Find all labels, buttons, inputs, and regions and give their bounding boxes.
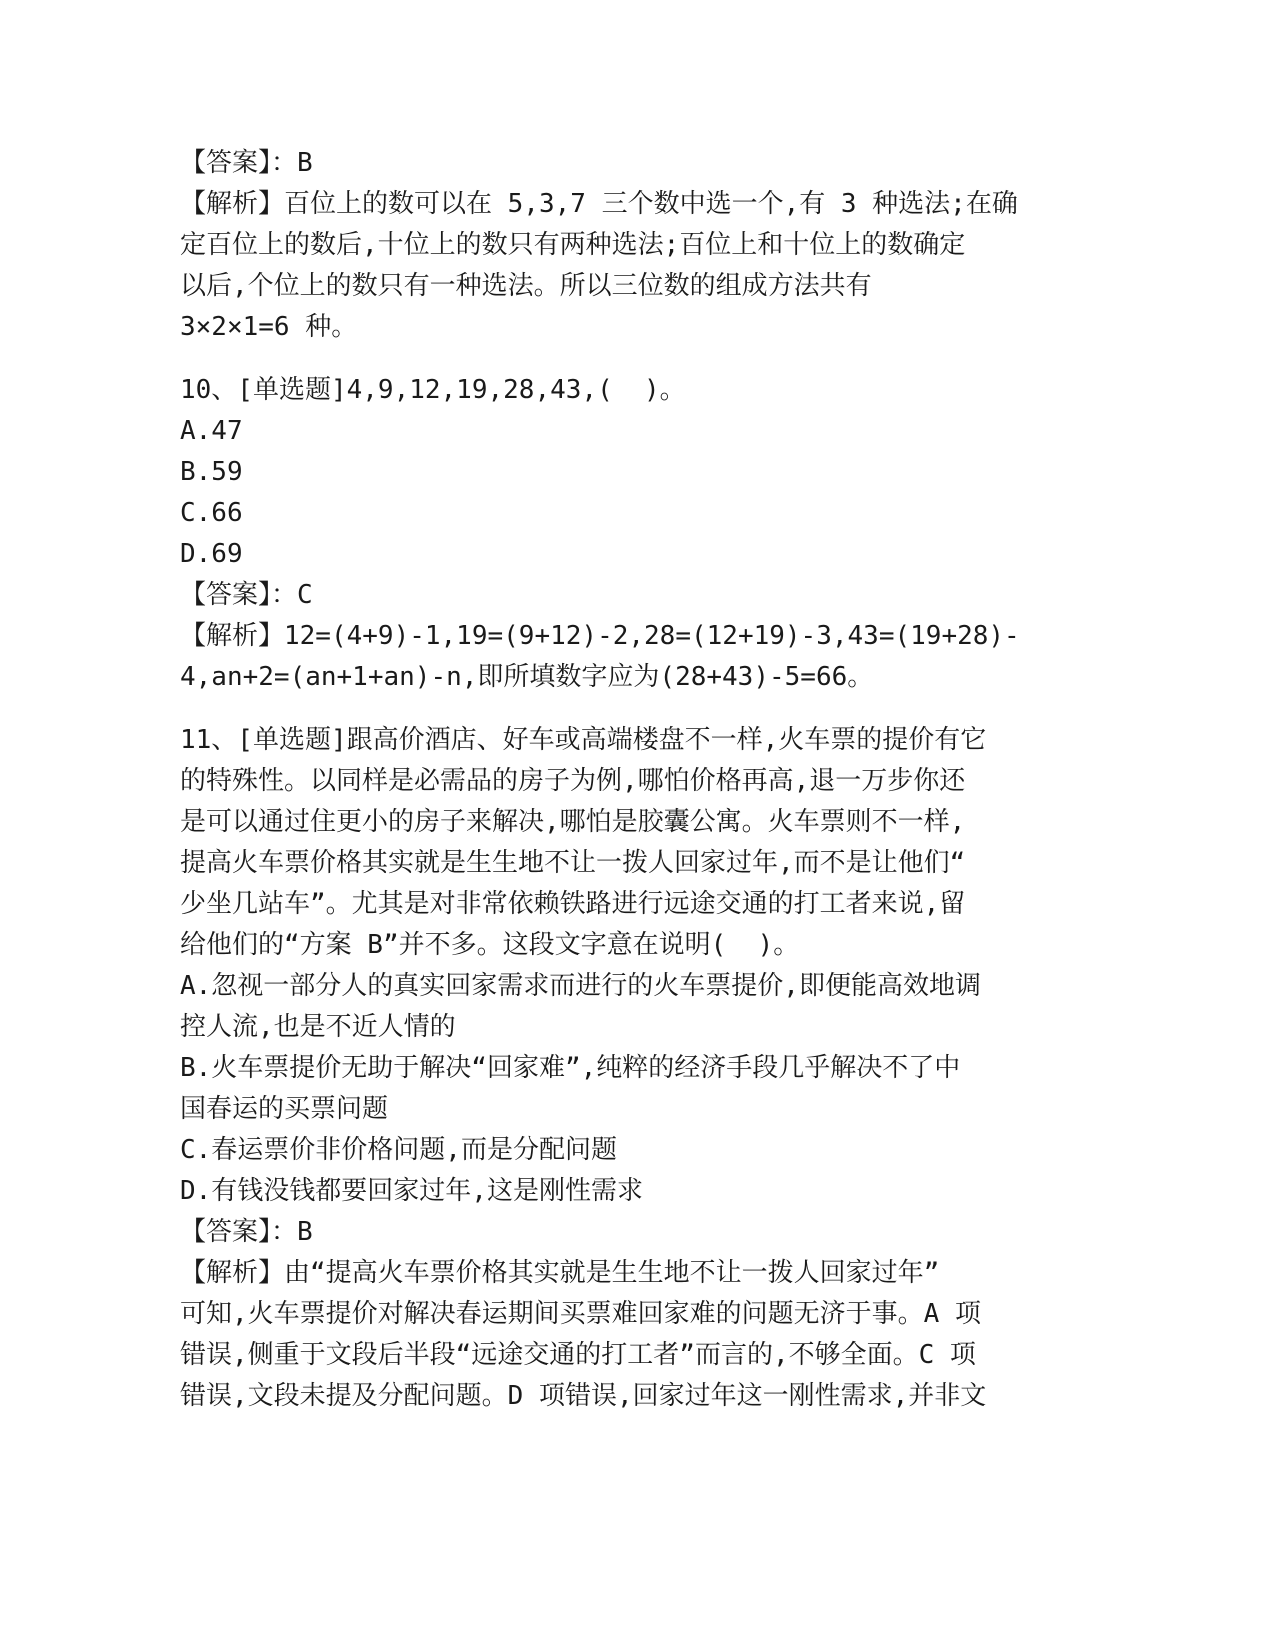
question-text: 11、[单选题]跟高价酒店、好车或高端楼盘不一样,火车票的提价有它 bbox=[180, 725, 987, 755]
analysis-line: 以后,个位上的数只有一种选法。所以三位数的组成方法共有 bbox=[180, 271, 872, 301]
analysis-line: 定百位上的数后,十位上的数只有两种选法;百位上和十位上的数确定 bbox=[180, 230, 966, 260]
option-c: C.春运票价非价格问题,而是分配问题 bbox=[180, 1135, 617, 1165]
option-d: D.69 bbox=[180, 539, 243, 569]
answer-block-9 bbox=[180, 143, 1060, 348]
spacer bbox=[180, 698, 1060, 720]
analysis-line: 【解析】百位上的数可以在 5,3,7 三个数中选一个,有 3 种选法;在确 bbox=[180, 189, 1018, 219]
analysis-line: 可知,火车票提价对解决春运期间买票难回家难的问题无济于事。A 项 bbox=[180, 1299, 981, 1329]
analysis-line: 4,an+2=(an+1+an)-n,即所填数字应为(28+43)-5=66。 bbox=[180, 662, 874, 692]
answer-label: 【答案】：C bbox=[180, 580, 313, 610]
option-d: D.有钱没钱都要回家过年,这是刚性需求 bbox=[180, 1176, 643, 1206]
question-11 bbox=[180, 720, 1060, 1417]
answer-label: 【答案】：B bbox=[180, 1217, 313, 1247]
question-text: 10、[单选题]4,9,12,19,28,43,( )。 bbox=[180, 375, 686, 405]
analysis-line: 错误,侧重于文段后半段“远途交通的打工者”而言的,不够全面。C 项 bbox=[180, 1340, 976, 1370]
question-text: 少坐几站车”。尤其是对非常依赖铁路进行远途交通的打工者来说,留 bbox=[180, 889, 966, 919]
question-text: 提高火车票价格其实就是生生地不让一拨人回家过年,而不是让他们“ bbox=[180, 848, 966, 878]
question-text: 是可以通过住更小的房子来解决,哪怕是胶囊公寓。火车票则不一样, bbox=[180, 807, 966, 837]
spacer bbox=[180, 348, 1060, 370]
option-c: C.66 bbox=[180, 498, 243, 528]
option-a: A.忽视一部分人的真实回家需求而进行的火车票提价,即便能高效地调 bbox=[180, 971, 981, 1001]
option-b: B.火车票提价无助于解决“回家难”,纯粹的经济手段几乎解决不了中 bbox=[180, 1053, 961, 1083]
analysis-line: 错误,文段未提及分配问题。D 项错误,回家过年这一刚性需求,并非文 bbox=[180, 1381, 987, 1411]
option-b: B.59 bbox=[180, 457, 243, 487]
question-text: 给他们的“方案 B”并不多。这段文字意在说明( )。 bbox=[180, 930, 800, 960]
answer-label: 【答案】：B bbox=[180, 148, 313, 178]
option-a-cont: 控人流,也是不近人情的 bbox=[180, 1012, 456, 1042]
analysis-line: 【解析】由“提高火车票价格其实就是生生地不让一拨人回家过年” bbox=[180, 1258, 940, 1288]
option-b-cont: 国春运的买票问题 bbox=[180, 1094, 389, 1124]
question-text: 的特殊性。以同样是必需品的房子为例,哪怕价格再高,退一万步你还 bbox=[180, 766, 966, 796]
analysis-line: 【解析】12=(4+9)-1,19=(9+12)-2,28=(12+19)-3,43=(19+28)- bbox=[180, 621, 1020, 651]
option-a: A.47 bbox=[180, 416, 243, 446]
analysis-line: 3×2×1=6 种。 bbox=[180, 312, 358, 342]
question-10 bbox=[180, 370, 1060, 698]
document-page bbox=[180, 143, 1060, 1417]
